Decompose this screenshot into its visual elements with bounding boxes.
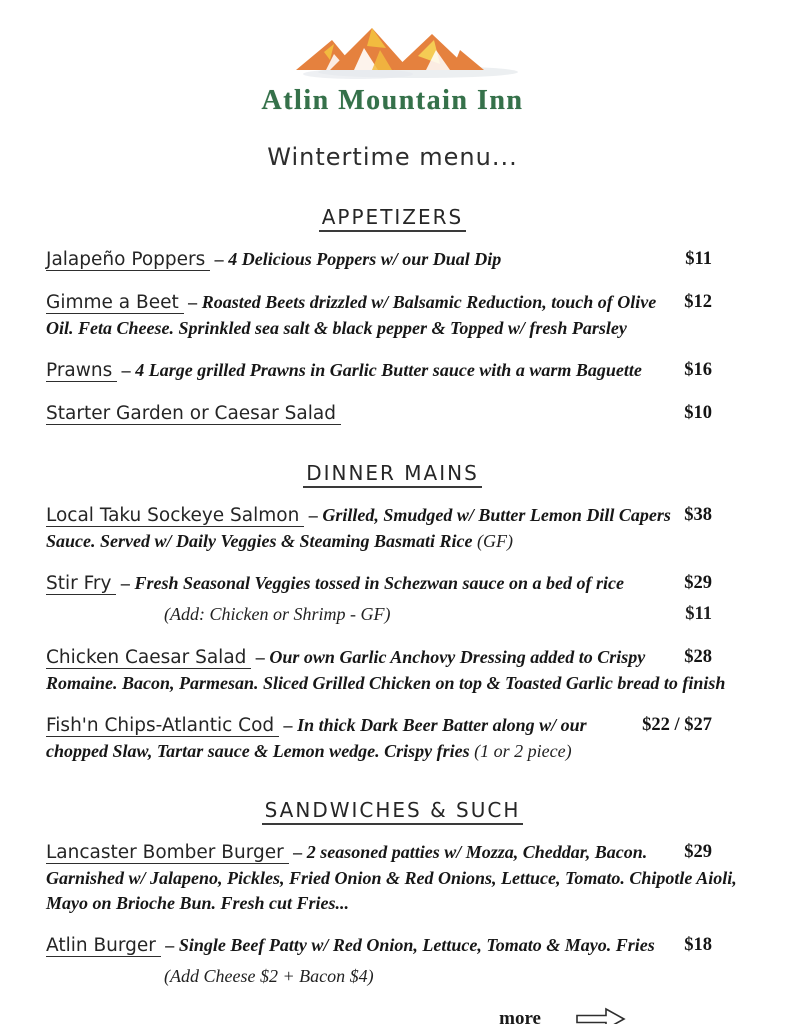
- item-description: 4 Large grilled Prawns in Garlic Butter sauce with a warm Baguette: [135, 359, 642, 380]
- item-name: Prawns: [46, 360, 117, 382]
- menu-item-fish-n-chips: [46, 713, 739, 764]
- menu-item-lancaster-bomber-burger: [46, 840, 739, 916]
- menu-item-prawns: [46, 358, 739, 384]
- logo: [46, 20, 739, 85]
- item-dash: –: [251, 646, 270, 667]
- item-dash: –: [160, 935, 179, 956]
- item-name: Fish'n Chips-Atlantic Cod: [46, 715, 279, 737]
- item-dash: –: [210, 249, 229, 269]
- menu-item-note-row: [46, 602, 739, 628]
- item-description: 4 Delicious Poppers w/ our Dual Dip: [228, 249, 502, 269]
- item-price: $12: [684, 291, 712, 312]
- item-name: Starter Garden or Caesar Salad: [46, 403, 341, 425]
- menu-item-note-row: [46, 964, 739, 989]
- item-price: $29: [684, 841, 712, 862]
- item-dash: –: [183, 291, 202, 312]
- item-description: Grilled, Smudged w/ Butter Lemon Dill Capers Sauce. Served w/ Daily Veggies & Steaming Basmati Rice: [46, 504, 671, 551]
- menu-item-stir-fry: [46, 571, 739, 597]
- item-price: $22 / $27: [642, 714, 712, 735]
- item-price: $38: [684, 504, 712, 525]
- item-name: Atlin Burger: [46, 935, 161, 957]
- item-dash: –: [116, 572, 135, 593]
- more-label: more: [499, 1008, 541, 1024]
- item-suffix: (1 or 2 piece): [474, 740, 572, 761]
- mountains-logo-icon: [268, 20, 518, 80]
- item-description: Single Beef Patty w/ Red Onion, Lettuce, Tomato & Mayo. Fries: [178, 935, 655, 956]
- menu-item-salmon: [46, 503, 739, 554]
- item-price: $10: [684, 402, 712, 423]
- menu-title: Wintertime menu...: [267, 143, 518, 171]
- item-suffix: (GF): [477, 530, 513, 551]
- menu-item-chicken-caesar: [46, 645, 739, 696]
- item-description: Fresh Seasonal Veggies tossed in Schezwan sauce on a bed of rice: [134, 572, 625, 593]
- item-name: Local Taku Sockeye Salmon: [46, 505, 304, 527]
- item-name: Gimme a Beet: [46, 292, 184, 314]
- item-name: Stir Fry: [46, 573, 116, 595]
- item-dash: –: [288, 841, 307, 862]
- note-price: $11: [685, 603, 712, 624]
- item-description: In thick Dark Beer Batter along w/ our chopped Slaw, Tartar sauce & Lemon wedge. Crispy fries: [46, 714, 587, 761]
- item-price: $16: [684, 359, 712, 380]
- section-title-sandwiches: SANDWICHES & SUCH: [46, 798, 739, 822]
- item-name: Jalapeño Poppers: [46, 249, 210, 271]
- item-price: $29: [684, 572, 712, 593]
- item-price: $11: [685, 249, 712, 269]
- item-price: $18: [684, 935, 712, 956]
- item-description: 2 seasoned patties w/ Mozza, Cheddar, Bacon. Garnished w/ Jalapeno, Pickles, Fried Onion & Red Onions, Lettuce, Tomato. Chipotle Aioli, Mayo on Brioche Bun. Fresh cut Fries...: [46, 841, 737, 913]
- restaurant-name: Atlin Mountain Inn: [261, 85, 524, 116]
- menu-item-jalapeno-poppers: [46, 247, 739, 273]
- section-title-appetizers: APPETIZERS: [46, 205, 739, 229]
- item-name: Lancaster Bomber Burger: [46, 842, 289, 864]
- more-arrow-icon: [575, 1006, 627, 1024]
- more-row: [46, 1006, 739, 1024]
- item-price: $28: [684, 646, 712, 667]
- item-name: Chicken Caesar Salad: [46, 647, 251, 669]
- item-dash: –: [279, 714, 298, 735]
- item-dash: –: [117, 359, 136, 380]
- menu-item-starter-salad: [46, 401, 739, 427]
- menu-item-gimme-a-beet: [46, 290, 739, 341]
- item-note: (Add: Chicken or Shrimp - GF): [164, 603, 391, 624]
- menu-item-atlin-burger: [46, 933, 739, 959]
- item-description: Our own Garlic Anchovy Dressing added to Crispy Romaine. Bacon, Parmesan. Sliced Grilled Chicken on top & Toasted Garlic bread to finish: [46, 646, 726, 693]
- item-note: (Add Cheese $2 + Bacon $4): [164, 965, 374, 986]
- item-description: Roasted Beets drizzled w/ Balsamic Reduction, touch of Olive Oil. Feta Cheese. Sprinkled sea salt & black pepper & Topped w/ fresh Parsley: [46, 291, 657, 338]
- item-dash: –: [304, 504, 323, 525]
- section-title-dinner-mains: DINNER MAINS: [46, 461, 739, 485]
